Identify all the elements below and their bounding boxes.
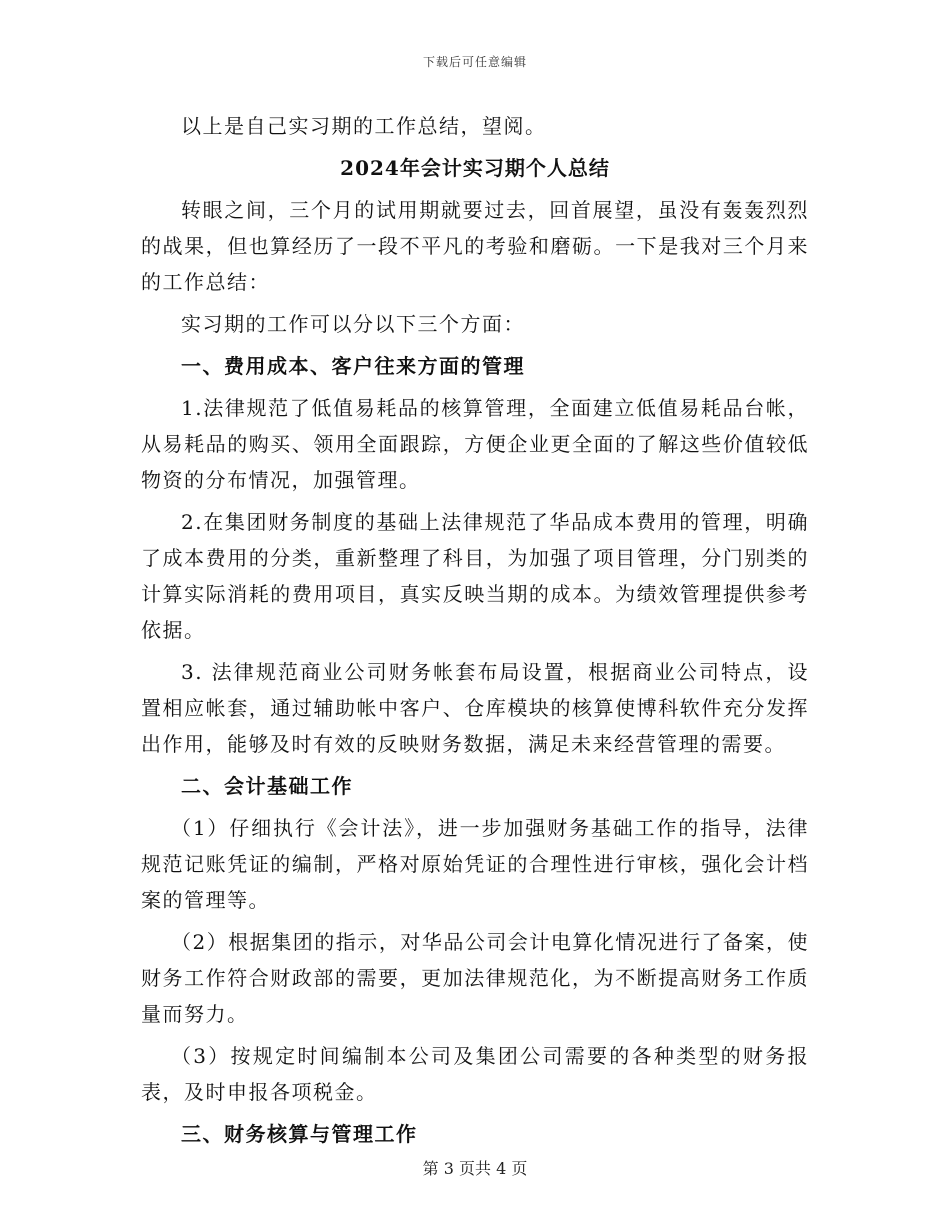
section-2-item-1: （1）仔细执行《会计法》，进一步加强财务基础工作的指导，法律规范记账凭证的编制，严格对原始凭证的合理性进行审核，强化会计档案的管理等。: [141, 816, 809, 912]
section-heading-3: 三、财务核算与管理工作: [181, 1122, 418, 1146]
page-number: 第 3 页共 4 页: [422, 1159, 528, 1178]
section-1-item-1: 1.法律规范了低值易耗品的核算管理，全面建立低值易耗品台帐，从易耗品的购买、领用全面跟踪，方便企业更全面的了解这些价值较低物资的分布情况，加强管理。: [141, 396, 809, 492]
intro-line: 以上是自己实习期的工作总结，望阅。: [181, 114, 547, 138]
section-heading-1: 一、费用成本、客户往来方面的管理: [181, 354, 525, 378]
document-title: 2024年会计实习期个人总结: [340, 156, 610, 180]
page-header: 下载后可任意编辑: [422, 55, 527, 69]
paragraph-overview: 实习期的工作可以分以下三个方面：: [181, 312, 525, 336]
section-2-item-2: （2）根据集团的指示，对华品公司会计电算化情况进行了备案，使财务工作符合财政部的需要，更加法律规范化，为不断提高财务工作质量而努力。: [141, 930, 809, 1026]
paragraph-intro: 转眼之间，三个月的试用期就要过去，回首展望，虽没有轰轰烈烈的战果，但也算经历了一段不平凡的考验和磨砺。一下是我对三个月来的工作总结：: [141, 198, 809, 294]
section-1-item-3: 3. 法律规范商业公司财务帐套布局设置，根据商业公司特点，设置相应帐套，通过辅助帐中客户、仓库模块的核算使博科软件充分发挥出作用，能够及时有效的反映财务数据，满足未来经营管理的需要。: [141, 660, 809, 756]
section-1-item-2: 2.在集团财务制度的基础上法律规范了华品成本费用的管理，明确了成本费用的分类，重新整理了科目，为加强了项目管理，分门别类的计算实际消耗的费用项目，真实反映当期的成本。为绩效管理提供参考依据。: [141, 510, 809, 642]
document-body: [141, 108, 809, 1158]
section-2-item-3: （3）按规定时间编制本公司及集团公司需要的各种类型的财务报表，及时申报各项税金。: [141, 1044, 809, 1104]
section-heading-2: 二、会计基础工作: [181, 774, 353, 798]
